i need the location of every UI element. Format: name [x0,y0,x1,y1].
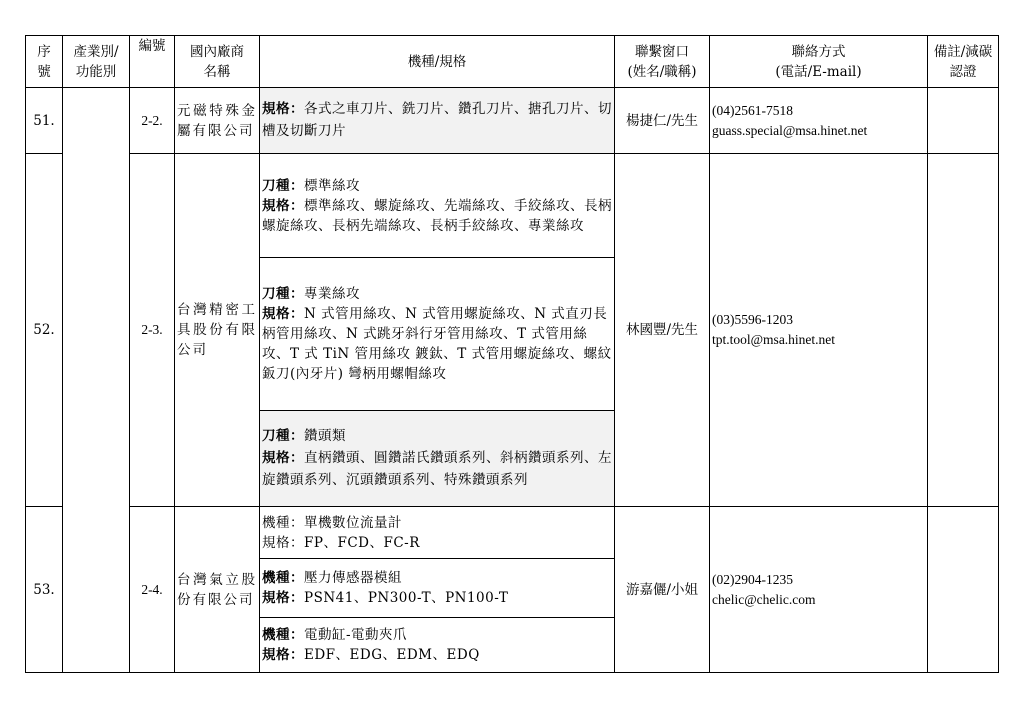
contact-method [710,154,928,507]
contact-person: 林國豐/先生 [615,154,710,507]
row-seq: 52. [26,154,63,507]
company-name: 台灣氣立股份有限公司 [175,507,260,673]
header-code: 編號 [130,36,175,88]
spec-cell: 刀種：專業絲攻 規格：N 式管用絲攻、N 式管用螺旋絲攻、N 式直刃長柄管用絲攻、N 式跳牙斜行牙管用絲攻、T 式管用絲攻、T 式 TiN 管用絲攻 鍍鈦、T 式管用螺旋絲攻、螺紋鈑刀(內牙片) 彎柄用螺帽絲攻 [260,258,615,411]
industry-cell [63,88,130,673]
email: chelic@chelic.com [712,591,816,607]
header-contact: 聯繫窗口 (姓名/職稱) [615,36,710,88]
email: guass.special@msa.hinet.net [712,122,868,138]
note-cell [928,507,999,673]
table-row [26,507,999,559]
row-code: 2-4. [130,507,175,673]
header-note: 備註/減碳 認證 [928,36,999,88]
contact-method [710,507,928,673]
contact-person: 楊捷仁/先生 [615,88,710,154]
note-cell [928,88,999,154]
email: tpt.tool@msa.hinet.net [712,332,836,347]
header-spec: 機種/規格 [260,36,615,88]
supplier-table [25,35,999,673]
spec-cell: 規格：各式之車刀片、銑刀片、鑽孔刀片、搪孔刀片、切槽及切斷刀片 [260,88,615,154]
phone: (03)5596-1203 [712,312,793,327]
header-company: 國內廠商 名稱 [175,36,260,88]
company-name: 台灣精密工具股份有限公司 [175,154,260,507]
spec-cell: 機種：電動缸-電動夾爪 規格：EDF、EDG、EDM、EDQ [260,618,615,673]
note-cell [928,154,999,507]
row-code: 2-3. [130,154,175,507]
row-seq: 51. [26,88,63,154]
spec-cell: 刀種：鑽頭類 規格：直柄鑽頭、圓鑽諾氏鑽頭系列、斜柄鑽頭系列、左旋鑽頭系列、沉頭鑽頭系列、特殊鑽頭系列 [260,411,615,507]
header-method: 聯絡方式 (電話/E-mail) [710,36,928,88]
spec-cell: 機種：壓力傳感器模組 規格：PSN41、PN300-T、PN100-T [260,559,615,618]
header-row [26,36,999,88]
table-row [26,88,999,154]
table-row [26,154,999,258]
spec-cell: 刀種：標準絲攻 規格：標準絲攻、螺旋絲攻、先端絲攻、手絞絲攻、長柄螺旋絲攻、長柄先端絲攻、長柄手絞絲攻、專業絲攻 [260,154,615,258]
header-industry: 產業別/ 功能別 [63,36,130,88]
spec-cell: 機種：單機數位流量計 規格：FP、FCD、FC-R [260,507,615,559]
contact-person: 游嘉儷/小姐 [615,507,710,673]
header-seq: 序 號 [26,36,63,88]
contact-method [710,88,928,154]
phone: (02)2904-1235 [712,571,793,587]
phone: (04)2561-7518 [712,102,793,118]
row-code: 2-2. [130,88,175,154]
row-seq: 53. [26,507,63,673]
company-name: 元磁特殊金屬有限公司 [175,88,260,154]
